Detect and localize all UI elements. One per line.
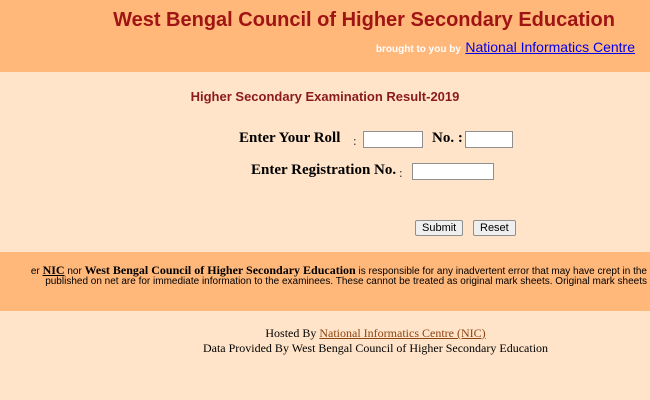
roll-no-input[interactable] — [465, 131, 513, 148]
hosted-by-nic-link[interactable]: National Informatics Centre (NIC) — [319, 326, 486, 340]
reset-button[interactable]: Reset — [473, 220, 516, 236]
registration-colon: : — [399, 165, 403, 180]
no-label: No. : — [432, 130, 463, 146]
hosted-by-text: Hosted By — [265, 326, 317, 340]
roll-input[interactable] — [363, 131, 423, 148]
roll-label: Enter Your Roll — [239, 130, 341, 146]
disclaimer-nic-link[interactable]: NIC — [42, 263, 65, 277]
disclaimer-nor: nor — [67, 266, 82, 277]
page-header — [0, 0, 650, 72]
registration-label: Enter Registration No. — [251, 162, 397, 178]
roll-colon: : — [353, 133, 357, 148]
disclaimer-box — [0, 252, 650, 311]
disclaimer-org: West Bengal Council of Higher Secondary Education — [84, 263, 356, 277]
brought-by-line — [0, 39, 635, 57]
result-heading: Higher Secondary Examination Result-2019 — [190, 89, 460, 104]
hosted-by-line — [0, 326, 650, 341]
disclaimer-suffix: is responsible for any inadvertent error that may have crept in the — [358, 266, 647, 277]
disclaimer-line-2: published on net are for immediate information to the examinees. These cannot be treated as original mark sheets. Original mark sheets — [45, 276, 647, 287]
org-title: West Bengal Council of Higher Secondary Education — [113, 9, 615, 31]
disclaimer-prefix: er — [30, 266, 40, 277]
submit-button[interactable]: Submit — [415, 220, 463, 236]
nic-header-link[interactable]: National Informatics Centre — [465, 39, 635, 55]
registration-input[interactable] — [412, 163, 494, 180]
brought-by-text: brought to you by — [375, 44, 461, 55]
data-provided-text: Data Provided By West Bengal Council of Higher Secondary Education — [202, 341, 549, 355]
